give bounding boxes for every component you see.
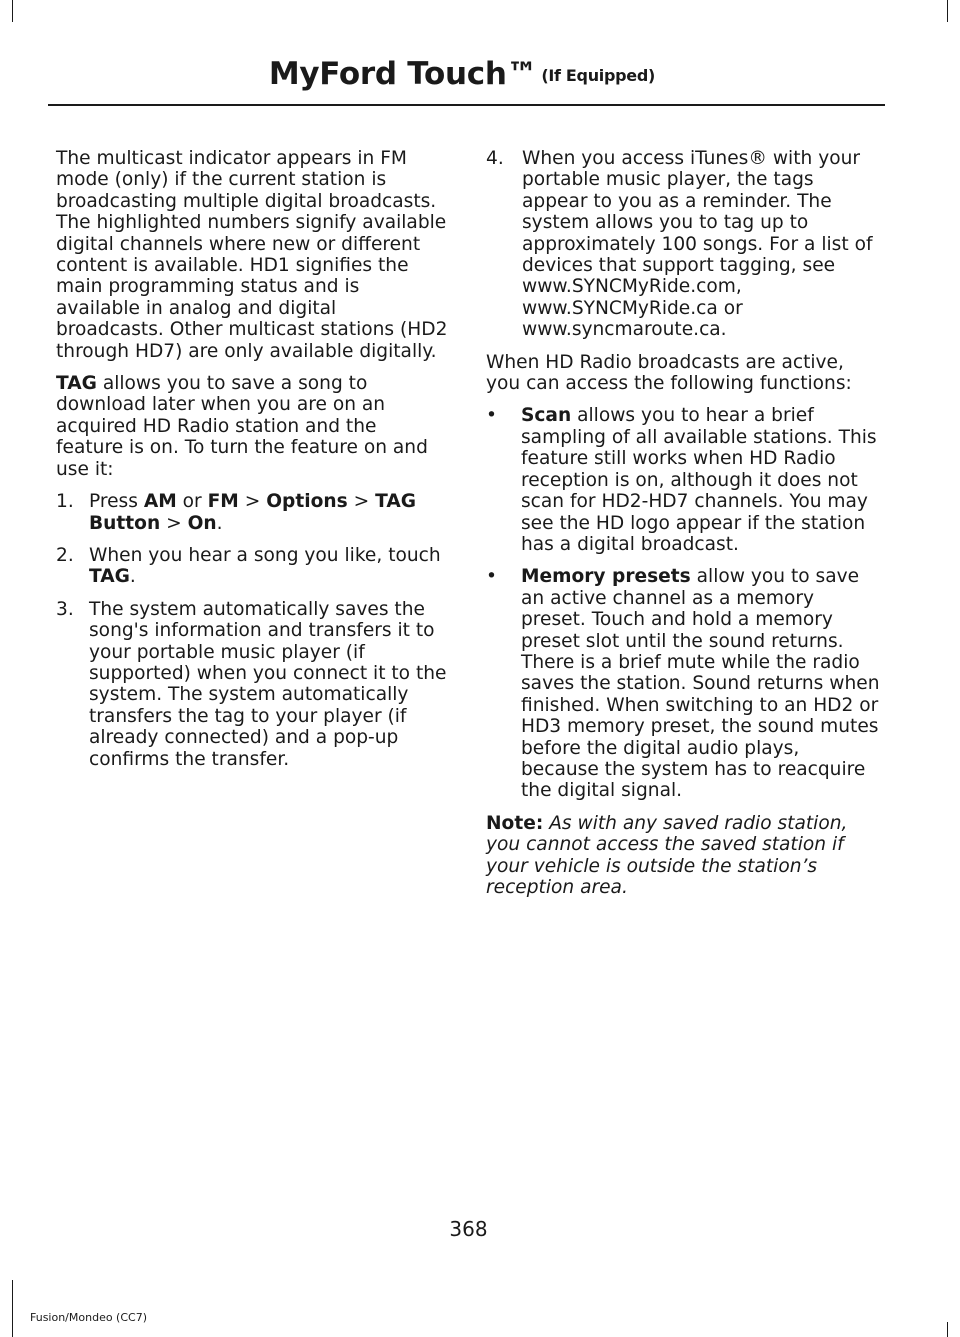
step-text: or (176, 491, 208, 513)
crop-mark (947, 1322, 948, 1337)
step-text: The system automatically saves the song's information and transfers it to your portable music player (if supported) when you connect it to the system. The system automatically transfers the tag to your player (if already connected) and a pop-up confirms the transfer. (89, 598, 447, 770)
list-item (56, 491, 448, 534)
step-text: When you hear a song you like, touch (89, 544, 441, 566)
list-item (486, 148, 881, 341)
page-title-main: MyFord Touch™ (268, 56, 538, 92)
hd-functions-list (486, 405, 881, 801)
list-item (56, 545, 448, 588)
step-text: Press (89, 491, 144, 513)
list-item (486, 566, 881, 801)
page-title-suffix: (If Equipped) (541, 66, 655, 85)
footer-model: Fusion/Mondeo (CC7) (30, 1311, 148, 1324)
step-text: . (216, 512, 223, 534)
function-text: allows you to hear a brief sampling of all available stations. This feature still works when HD Radio reception is on, although it does not scan for HD2-HD7 channels. You may see the HD logo appear if the station has a digital broadcast. (521, 405, 877, 555)
url-syncmaroute: www.syncmaroute.ca. (522, 319, 727, 341)
multicast-paragraph: The multicast indicator appears in FM mode (only) if the current station is broadcasting multiple digital broadcasts. The highlighted numbers signify available digital channels where new or different content is available. HD1 signifies the main programming status and is available in analog and digital broadcasts. Other multicast stations (HD2 through HD7) are only available digitally. (56, 148, 448, 362)
note-label: Note: (486, 812, 544, 834)
header-divider (48, 104, 885, 106)
function-text: allow you to save an active channel as a memory preset. Touch and hold a memory preset slot until the sound returns. There is a brief mute while the radio saves the station. Sound returns when finished. When switching to an HD2 or HD3 memory preset, the sound mutes before the digital audio plays, because the system has to reacquire the digital signal. (521, 566, 880, 802)
crop-mark (12, 1280, 13, 1337)
step-text: > (238, 491, 267, 513)
step-keyword: On (187, 512, 217, 534)
step-number: 1. (56, 491, 74, 513)
note-text: As with any saved radio station, you cannot access the saved station if your vehicle is outside the station’s reception area. (486, 812, 848, 898)
left-column (56, 148, 448, 781)
bullet-icon: • (486, 405, 497, 427)
step-text: When you access iTunes® with your portable music player, the tags appear to you as a reminder. The system allows you to tag up to approximately 100 songs. For a list of devices that support tagging, see (522, 148, 873, 277)
tag-paragraph (56, 373, 448, 480)
list-item (486, 405, 881, 555)
step-text: > (160, 512, 188, 534)
list-item (56, 599, 448, 770)
step-keyword: TAG Button (89, 491, 417, 534)
url-syncmyride-com: www.SYNCMyRide.com, (522, 276, 742, 298)
step-number: 4. (486, 148, 504, 169)
tag-steps-list (56, 491, 448, 770)
step-number: 2. (56, 544, 74, 566)
crop-mark (12, 0, 13, 22)
step-keyword: TAG (89, 566, 130, 588)
page-number: 368 (449, 1217, 488, 1241)
url-syncmyride-ca: www.SYNCMyRide.ca or (522, 297, 743, 319)
bullet-icon: • (486, 566, 497, 588)
step-text: . (129, 566, 136, 588)
tag-steps-list-continued (486, 148, 881, 341)
crop-mark (947, 0, 948, 22)
step-keyword: Options (266, 491, 348, 513)
hd-radio-paragraph: When HD Radio broadcasts are active, you can access the following functions: (486, 351, 852, 395)
note-paragraph (486, 813, 881, 899)
step-text: > (347, 491, 376, 513)
function-keyword: Memory presets (521, 566, 691, 588)
right-column (486, 148, 881, 909)
tag-keyword: TAG (56, 373, 97, 395)
function-keyword: Scan (521, 405, 572, 427)
tag-paragraph-text: allows you to save a song to download later when you are on an acquired HD Radio station and the feature is on. To turn the feature on and use it: (56, 373, 428, 480)
step-keyword: AM (143, 491, 177, 513)
step-number: 3. (56, 598, 74, 620)
page-title (269, 56, 655, 92)
step-keyword: FM (207, 491, 239, 513)
